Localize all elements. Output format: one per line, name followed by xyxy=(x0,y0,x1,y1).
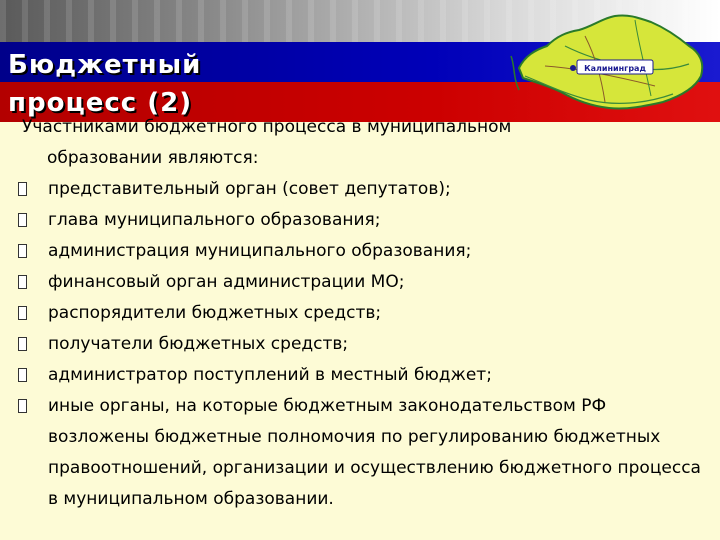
bullet-icon xyxy=(18,213,27,227)
list-item xyxy=(10,391,710,515)
bullet-icon xyxy=(18,182,27,196)
slide-body xyxy=(10,112,710,540)
list-item-text: иные органы, на которые бюджетным законодательством РФ возложены бюджетные полномочия по регулированию бюджетных правоотношений, организации и осуществлению бюджетного процесса в муниципальном образовании. xyxy=(48,396,701,509)
list-item xyxy=(10,174,710,205)
list-item-text: финансовый орган администрации МО; xyxy=(48,272,405,292)
list-item xyxy=(10,298,710,329)
bullet-icon xyxy=(18,306,27,320)
list-item-text: глава муниципального образования; xyxy=(48,210,381,230)
bullet-icon xyxy=(18,244,27,258)
intro-line-2: образовании являются: xyxy=(47,148,259,168)
title-line-2: процесс (2) xyxy=(8,88,193,118)
city-label: Калининград xyxy=(584,64,646,73)
bullet-icon xyxy=(18,337,27,351)
slide-title xyxy=(8,46,201,122)
intro-paragraph xyxy=(10,112,710,174)
intro-line-1: Участниками бюджетного процесса в муниципальном xyxy=(22,117,512,137)
list-item-text: представительный орган (совет депутатов); xyxy=(48,179,451,199)
map-icon xyxy=(505,6,720,126)
kaliningrad-map xyxy=(505,6,720,126)
list-item-text: администратор поступлений в местный бюджет; xyxy=(48,365,492,385)
title-line-1: Бюджетный xyxy=(8,50,202,80)
list-item xyxy=(10,360,710,391)
list-item xyxy=(10,236,710,267)
list-item-text: администрация муниципального образования; xyxy=(48,241,472,261)
list-item-text: распорядители бюджетных средств; xyxy=(48,303,382,323)
list-item xyxy=(10,205,710,236)
participants-list xyxy=(10,174,710,515)
list-item xyxy=(10,267,710,298)
list-item-text: получатели бюджетных средств; xyxy=(48,334,349,354)
bullet-icon xyxy=(18,368,27,382)
list-item xyxy=(10,329,710,360)
bullet-icon xyxy=(18,275,27,289)
city-marker-icon xyxy=(570,65,576,71)
bullet-icon xyxy=(18,399,27,413)
